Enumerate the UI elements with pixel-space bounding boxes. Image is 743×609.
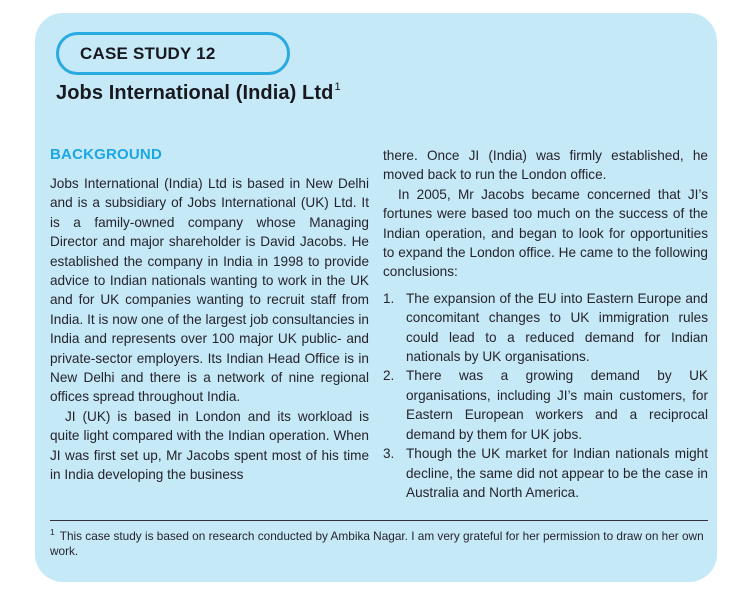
list-item-number: 3.: [383, 446, 395, 462]
footnote-marker: 1: [50, 527, 55, 537]
badge-label: CASE STUDY 12: [80, 43, 216, 63]
background-paragraph-4: In 2005, Mr Jacobs became concerned that JI’s fortunes were based too much on the success of the Indian operation, and began to look for opportunities to expand the London office. He came to the following conclusions:: [383, 186, 708, 280]
conclusions-list: [383, 289, 708, 502]
footnote-text: This case study is based on research conducted by Ambika Nagar. I am very grateful for her permission to draw on her own work.: [50, 528, 704, 558]
case-study-card: [35, 13, 717, 582]
background-paragraph-3: there. Once JI (India) was firmly established, he moved back to run the London office.: [383, 148, 708, 183]
list-item: [383, 289, 708, 367]
footnote: [50, 525, 710, 559]
case-study-badge: [56, 32, 290, 75]
left-column: [50, 146, 369, 502]
background-paragraph-2: JI (UK) is based in London and its workload is quite light compared with the Indian operation. When JI was first set up, Mr Jacobs spent most of his time in India developing the business: [50, 408, 369, 483]
list-item-text: There was a growing demand by UK organisations, including JI’s main customers, for Eastern European workers and a reciprocal demand by them for UK jobs.: [406, 368, 708, 442]
title-text: Jobs International (India) Ltd: [56, 82, 334, 104]
list-item: [383, 444, 708, 502]
case-study-title: [56, 82, 340, 105]
list-item-number: 1.: [383, 290, 395, 306]
right-column: [383, 146, 708, 502]
background-heading: BACKGROUND: [50, 146, 162, 163]
list-item-text: Though the UK market for Indian nationals might decline, the same did not appear to be the case in Australia and North America.: [406, 446, 708, 500]
footnote-divider: [50, 520, 708, 521]
list-item-text: The expansion of the EU into Eastern Europe and concomitant changes to UK immigration rules could lead to a reduced demand for Indian nationals by UK organisations.: [406, 290, 708, 365]
list-item-number: 2.: [383, 368, 395, 384]
background-paragraph-1: Jobs International (India) Ltd is based in New Delhi and is a subsidiary of Jobs International (UK) Ltd. It is a family-owned company whose Managing Director and major shareholder is David Jacobs. He established the company in India in 1998 to provide advice to Indian nationals wanting to work in the UK and for UK companies wanting to recruit staff from India. It is now one of the largest job consultancies in India and represents over 100 major UK public- and private-sector employers. Its Indian Head Office is in New Delhi and there is a network of nine regional offices spread throughout India.: [50, 176, 369, 405]
title-footnote-marker: 1: [334, 81, 341, 94]
two-column-body: [50, 146, 708, 502]
list-item: [383, 366, 708, 444]
